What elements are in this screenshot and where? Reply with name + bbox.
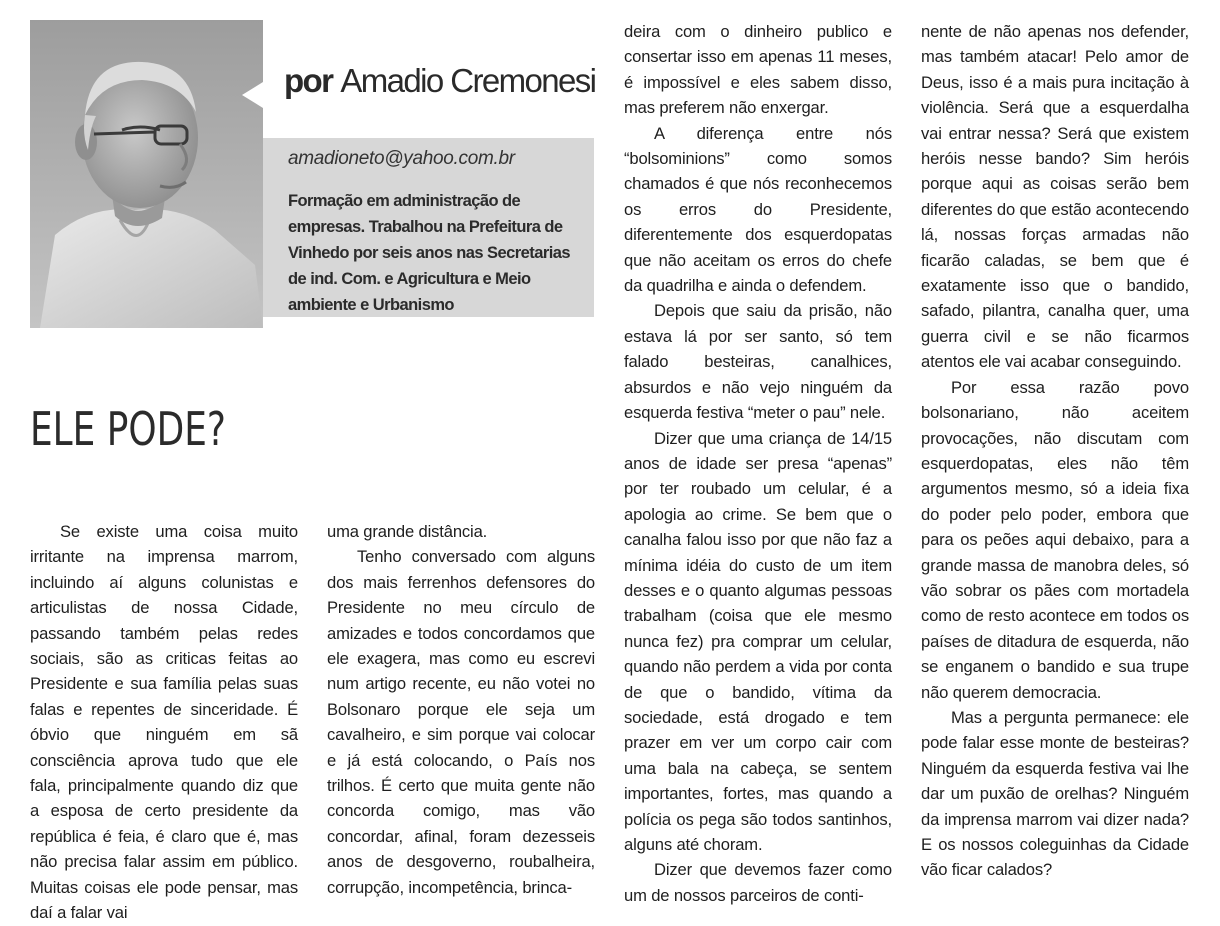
text-column-3 bbox=[624, 19, 892, 908]
paragraph: Tenho conversado com alguns dos mais ferrenhos defensores do Presidente no meu círculo de amizades e todos concordamos que ele exagera, mas como eu escrevi num artigo recente, eu não votei no Bolsonaro porque ele seja um cavalheiro, e sim porque vai colocar e já está colocando, o País nos trilhos. É certo que muita gente não concorda comigo, mas vão concordar, afinal, foram dezesseis anos de desgoverno, roubalheira, corrupção, incompetência, brinca- bbox=[327, 547, 595, 897]
author-bio-box bbox=[263, 138, 594, 317]
paragraph: A diferença entre nós “bolsominions” como somos chamados é que nós reconhecemos os erros do Presidente, diferentemente dos esquerdopatas que não aceitam os erros do chefe da quadrilha e ainda o defendem. bbox=[624, 123, 892, 296]
paragraph: Por essa razão povo bolsonariano, não aceitem provocações, não discutam com esquerdopatas, eles não têm argumentos mesmo, só a ideia fixa do poder pelo poder, embora que para os peões aqui debaixo, para a grande massa de manobra deles, só vão sobrar os pães com mortadela como de resto acontece em todos os países de ditadura de esquerda, não se enganem o bandido e sua trupe não querem democracia. bbox=[921, 377, 1189, 702]
author-email[interactable]: amadioneto@yahoo.com.br bbox=[288, 148, 515, 169]
article-headline: ELE PODE? bbox=[30, 402, 226, 456]
paragraph: uma grande distância. bbox=[327, 522, 488, 541]
byline-tab bbox=[242, 50, 288, 140]
paragraph: Se existe uma coisa muito irritante na imprensa marrom, incluindo aí alguns colunistas e articulistas de nossa Cidade, passando também pelas redes sociais, são as criticas feitas ao Presidente e sua família pelas suas falas e repentes de sinceridade. É óbvio que ninguém em sã consciência aprova tudo que ele fala, principalmente quando diz que a esposa de certo presidente da república é feia, é claro que é, mas não precisa falar assim em público. Muitas coisas ele pode pensar, mas daí a falar vai bbox=[30, 522, 298, 923]
paragraph: Dizer que uma criança de 14/15 anos de idade ser presa “apenas” por ter roubado um celular, é a apologia ao crime. Se bem que o canalha falou isso por que não faz a mínima idéia do custo de um item desses e o quanto algumas pessoas trabalham (coisa que ele mesmo nunca fez) pra comprar um celular, quando não perdem a vida por conta de que o bandido, vítima da sociedade, está drogado e tem prazer em ver um corpo cair com uma bala na cabeça, se sentem importantes, fortes, mas quando a polícia os pega são todos santinhos, alguns até choram. bbox=[624, 428, 892, 854]
text-column-4 bbox=[921, 19, 1189, 883]
paragraph: Dizer que devemos fazer como um de nossos parceiros de conti- bbox=[624, 860, 892, 905]
author-name: Amadio Cremonesi bbox=[340, 62, 596, 99]
text-column-1 bbox=[30, 519, 298, 926]
paragraph: deira com o dinheiro publico e consertar isso em apenas 11 meses, é impossível e eles sabem disso, mas preferem não enxergar. bbox=[624, 22, 892, 118]
author-bio: Formação em administração de empresas. Trabalhou na Prefeitura de Vinhedo por seis anos nas Secretarias de ind. Com. e Agricultura e Meio ambiente e Urbanismo bbox=[288, 192, 570, 314]
text-column-2 bbox=[327, 519, 595, 900]
paragraph: nente de não apenas nos defender, mas também atacar! Pelo amor de Deus, isso é a mais pura incitação à violência. Será que a esquerdalha vai entrar nessa? Será que existem heróis nesse bando? Sim heróis porque aqui as coisas serão bem diferentes do que estão acontecendo lá, nossas forças armadas não ficarão caladas, se bem que é exatamente isso que o bandido, safado, pilantra, canalha quer, uma guerra civil e se não ficarmos atentos ele vai acabar conseguindo. bbox=[921, 22, 1189, 372]
byline-por: por bbox=[284, 62, 333, 99]
paragraph: Depois que saiu da prisão, não estava lá por ser santo, só tem falado besteiras, canalhices, absurdos e não vejo ninguém da esquerda festiva “meter o pau” nele. bbox=[624, 301, 892, 423]
author-byline bbox=[284, 62, 604, 122]
author-photo bbox=[30, 20, 263, 328]
paragraph: Mas a pergunta permanece: ele pode falar esse monte de besteiras? Ninguém da esquerda festiva vai lhe dar um puxão de orelhas? Ninguém da imprensa marrom vai dizer nada? E os nossos coleguinhas da Cidade vão ficar calados? bbox=[921, 707, 1189, 880]
